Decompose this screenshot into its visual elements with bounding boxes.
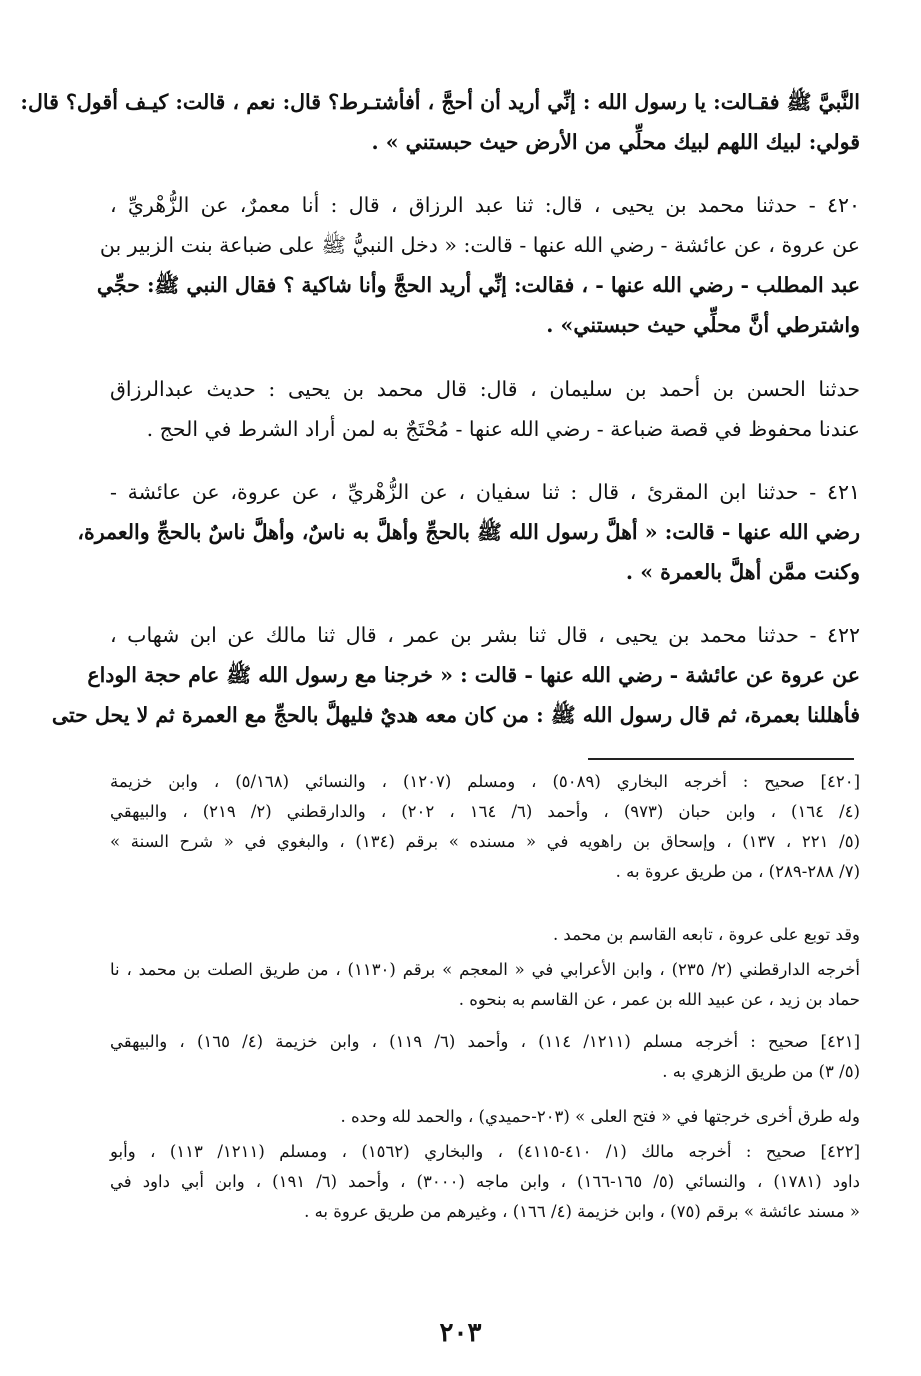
text-line: فأهللنا بعمرة، ثم قال رسول الله ﷺ : من كان معه هديٌ فليهلَّ بالحجِّ مع العمرة ثم لا يحل حتى (51, 703, 860, 727)
footnote-line: « مسند عائشة » برقم (٧٥) ، وابن خزيمة (٤/ ١٦٦) ، وغيرهم من طريق عروة به . (304, 1202, 860, 1221)
text-line: حدثنا الحسن بن أحمد بن سليمان ، قال: قال محمد بن يحيى : حديث عبدالرزاق (110, 377, 860, 401)
footnote-420-followup (110, 920, 860, 950)
footnote-422 (110, 1137, 860, 1227)
footnote-421-followup (110, 1102, 860, 1132)
text-line: عن عروة ، عن عائشة - رضي الله عنها - قالت: « دخل النبيُّ ﷺ على ضباعة بنت الزبير بن (99, 233, 860, 257)
hadith-421 (77, 472, 860, 592)
text-line: قولي: لبيك اللهم لبيك محلِّي من الأرض حيث حبستني » . (371, 130, 860, 154)
footnote-line: [٤٢٠] صحيح : أخرجه البخاري (٥٠٨٩) ، ومسلم (١٢٠٧) ، والنسائي (٥/١٦٨) ، وابن خزيمة (110, 772, 861, 791)
text-line: عبد المطلب - رضي الله عنها - ، فقالت: إنِّي أريد الحجَّ وأنا شاكية ؟ فقال النبي ﷺ: حجِّي (96, 273, 860, 297)
text-line: عن عروة عن عائشة - رضي الله عنها - قالت : « خرجنا مع رسول الله ﷺ عام حجة الوداع (87, 663, 860, 687)
footnote-line: (٥/ ٢٢١ ، ١٣٧) ، وإسحاق بن راهويه في « مسنده » برقم (١٣٤) ، والبغوي في « شرح السنة » (110, 832, 860, 851)
footnote-line: [٤٢١] صحيح : أخرجه مسلم (١٢١١/ ١١٤) ، وأحمد (٦/ ١١٩) ، وابن خزيمة (٤/ ١٦٥) ، والبيهقي (110, 1032, 861, 1051)
footnote-line: أخرجه الدارقطني (٢/ ٢٣٥) ، وابن الأعرابي في « المعجم » برقم (١١٣٠) ، من طريق الصلت بن محمد ، نا (110, 960, 860, 979)
text-line: وكنت ممَّن أهلَّ بالعمرة » . (625, 560, 860, 584)
hadith-422 (51, 615, 860, 735)
text-line: ٤٢٠ - حدثنا محمد بن يحيى ، قال: ثنا عبد الرزاق ، قال : أنا معمرٌ، عن الزُّهْريِّ ، (110, 193, 860, 217)
text-line: واشترطي أنَّ محلِّي حيث حبستني» . (546, 313, 860, 337)
text-line: ٤٢٢ - حدثنا محمد بن يحيى ، قال ثنا بشر بن عمر ، قال ثنا مالك عن ابن شهاب ، (110, 623, 860, 647)
footnote-line: (٤/ ١٦٤) ، وابن حبان (٩٧٣) ، وأحمد (٦/ ١٦٤ ، ٢٠٢) ، والدارقطني (٢/ ٢١٩) ، والبيهقي (110, 802, 860, 821)
text-line: عندنا محفوظ في قصة ضباعة - رضي الله عنها - مُحْتَجٌ به لمن أراد الشرط في الحج . (146, 417, 860, 441)
text-paragraph-1 (20, 82, 860, 162)
footnote-421 (110, 1027, 860, 1087)
footnote-line: وله طرق أخرى خرجتها في « فتح العلى » (٢٠٣-حميدي) ، والحمد لله وحده . (340, 1107, 860, 1126)
text-line: النَّبيَّ ﷺ فقـالت: يا رسول الله : إنِّي أريد أن أحجَّ ، أفأشتـرط؟ قال: نعم ، قالت: كيـف أقول؟ قال: (20, 90, 860, 114)
footnote-line: وقد توبع على عروة ، تابعه القاسم بن محمد . (552, 925, 860, 944)
footnote-line: (٧/ ٢٨٨-٢٨٩) ، من طريق عروة به . (615, 862, 860, 881)
footnote-line: حماد بن زيد ، عن عبيد الله بن عمر ، عن القاسم به بنحوه . (458, 990, 860, 1009)
text-line: رضي الله عنها - قالت: « أهلَّ رسول الله ﷺ بالحجِّ وأهلَّ به ناسٌ، وأهلَّ ناسٌ بالحجِّ والعمرة، (77, 520, 860, 544)
page-number: ٢٠٣ (439, 1318, 482, 1348)
footnote-420-source (110, 955, 860, 1015)
footnote-line: (٥/ ٣) من طريق الزهري به . (662, 1062, 860, 1081)
footnote-420 (110, 767, 860, 887)
text-line: ٤٢١ - حدثنا ابن المقرئ ، قال : ثنا سفيان ، عن الزُّهْريِّ ، عن عروة، عن عائشة - (110, 480, 860, 504)
hadith-420 (96, 185, 860, 345)
footnote-separator (588, 758, 854, 760)
footnote-line: داود (١٧٨١) ، والنسائي (٥/ ١٦٥-١٦٦) ، وابن ماجه (٣٠٠٠) ، وأحمد (٦/ ١٩١) ، وابن أبي داود في (110, 1172, 860, 1191)
commentary-paragraph (110, 369, 860, 449)
footnote-line: [٤٢٢] صحيح : أخرجه مالك (١/ ٤١٠-٤١١٥) ، والبخاري (١٥٦٢) ، ومسلم (١٢١١/ ١١٣) ، وأبو (110, 1142, 861, 1161)
